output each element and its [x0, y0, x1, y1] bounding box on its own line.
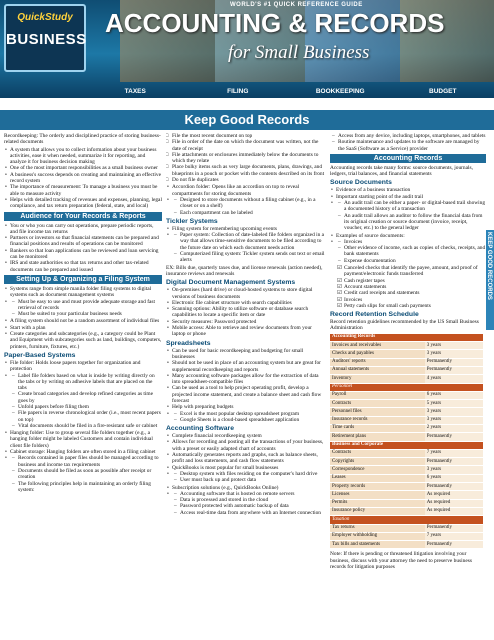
quickstudy-logo: QuickStudy BUSINESS [4, 4, 86, 72]
column-1 [4, 133, 162, 638]
table-row: Licenses As required [330, 491, 483, 499]
side-tab-label: KEEP GOOD RECORDS [486, 232, 492, 300]
main-title: ACCOUNTING & RECORDS [105, 8, 445, 38]
intro-list: • A system that allows you to collect information about your business activities, ease it when needed, summarize it for reporting, and analyze it for business decision making • One of the most important responsibilities as a small business owner • A business's success depends on creating and maintaining an effective record system • The importance of measurement: To manage a business you must be able to measure activity • Helps with detailed tracking of revenues and expenses, planning, legal compliance, and tax return preparation (federal, state, and local) [4, 147, 162, 210]
heading-source-documents: Source Documents [330, 179, 392, 187]
table-row: Personnel files 3 years [330, 408, 483, 416]
software-cont-list: – Access from any device, including laptops, smartphones, and tablets – Routine maintenance and updates to the software are managed by the SaaS (Software as a Service) provider [330, 133, 486, 152]
tab-bookkeeping: BOOKKEEPING [315, 88, 365, 95]
accounting-intro: Accounting records take many forms: source documents, journals, ledgers, trial balances, and financial statements [330, 164, 473, 178]
heading-accounting-records: Accounting Records [330, 154, 486, 163]
section-banner: Keep Good Records [0, 110, 494, 130]
table-row: Time cards 2 years [330, 424, 483, 432]
heading-retention: Record Retention Schedule [330, 311, 419, 319]
retention-intro: Record retention guidelines recommended by the US Small Business Administration [330, 319, 479, 332]
spreadsheet-list: • Can be used for basic recordkeeping and budgeting for small businesses • Should not be used in place of an accounting system but are great for supplemental recordkeeping and reports • Many accounting software packages allow for the extraction of data into spreadsheet-compatible files • Can be used as a tool to help project operating profit, develop a projected income statement, and create a balance sheet and cash flow forecast • Help with preparing budgets – • Excel is the most popular desktop spreadsheet program – Google Sheets is a cloud-based spreadsheet application [166, 348, 326, 424]
table-row: Insurance records 3 years [330, 416, 483, 424]
column-2 [166, 133, 326, 638]
table-row: Tax bills and statements Permanently [330, 541, 483, 549]
table-row: Inventory 4 years [330, 375, 483, 383]
table-row: Permits As required [330, 499, 483, 507]
heading-paper-systems: Paper-Based Systems [4, 351, 76, 359]
table-row: Copyrights Permanently [330, 458, 483, 466]
litigation-note: Note: If there is pending or threatened litigation involving your business, discuss with your attorney the need to preserve business records for litigation purposes [330, 551, 472, 571]
table-section-header: Accounting Records [330, 334, 483, 342]
filing-principles: □ File the most recent document on top □ File in order of the date on which the document was written, not the date of receipt □ File attachments or enclosures immediately below the documents to which they relate □ Place bulky items such as very large documents, plans, drawings, and blueprints in a pouch or pocket with the contents described on its front □ Do not file duplicates [166, 133, 326, 183]
heading-accounting-software: Accounting Software [166, 425, 234, 433]
table-section-header: Personnel [330, 383, 483, 391]
table-section-header: Business and Corporate [330, 441, 483, 449]
tab-budget: BUDGET [429, 88, 457, 95]
heading-filing-system: Setting Up & Organizing a Filing System [4, 275, 162, 284]
dms-list: • On-premises (hard drive) or cloud-hosted systems to store digital versions of business documents • Electronic file cabinet structure with search capabilities • Scanning options: Ability to utilize software or database search capabilities to locate a specific item or date • Security measures: Password protected • Mobile access: Able to retrieve and review documents from your laptop or phone [166, 287, 326, 337]
heading-dms: Digital Document Management Systems [166, 279, 296, 287]
topic-tabs [84, 86, 494, 98]
tickler-example: EX: Bills due, quarterly taxes due, and license renewals (action needed), insurance reviews and renewals [166, 264, 323, 277]
table-row: Retirement plans Permanently [330, 433, 483, 441]
heading-tickler: Tickler Systems [166, 217, 218, 225]
table-row: Leases 6 years [330, 474, 483, 482]
cover-banner [0, 0, 494, 98]
paper-list: • File folder: Holds loose papers together for organization and protection – • Label file folders based on what is inside by writing directly on the tabs or by writing on adhesive labels that are placed on the tabs – Create broad categories and develop refined categories as time goes by – Unfold papers before filing them – File papers in reverse chronological order (i.e., most recent papers on top) – Vital documents should be filed in a fire-resistant safe or cabinet • Hanging folder: Use to group several file folders together (e.g., a hanging folder might be labeled Customers and contain individual client file folders) • Cabinet storage: Hanging folders are often stored in a filing cabinet – • Records contained in paper files should be managed according to business and income tax requirements – Documents should be filed as soon as possible after receipt or creation – The following principles help in maintaining an orderly filing system: [4, 360, 162, 493]
table-row: Annual statements Permanently [330, 366, 483, 374]
tagline: WORLD'S #1 QUICK REFERENCE GUIDE [230, 2, 363, 8]
software-list: • Complete financial recordkeeping system • Allows for recording and posting all the transactions of your business, with a preset or easily adapted chart of accounts • Automatically generates reports and graphs, such as balance sheets, profit and loss statements, and cash flow statements • QuickBooks is most popular for small businesses – • Desktop system with files residing on the computer's hard drive – User must back up and protect data • Subscription solutions (e.g., QuickBooks Online) – • Accounting software that is hosted on remote servers – Data is processed and stored in the cloud – Password protected with automatic backup of data – Access real-time data from anywhere with an Internet connection [166, 433, 326, 516]
table-row: Employer withholding 7 years [330, 532, 483, 540]
source-list: • Evidence of a business transaction • Important starting point of the audit trail – • An audit trail can be either a paper- or digital-based trail showing a documented history of a transaction – An audit trail allows an auditor to follow the financial data from its original creation or source document (invoice, receipt, voucher, etc.) to the general ledger • Examples of source documents: – • Invoices – Other evidence of income, such as copies of checks, receipts, and bank statements – Expense documentation [330, 187, 486, 264]
table-row: Auditors' reports Permanently [330, 358, 483, 366]
tickler-list: • Filing system for remembering upcoming events – • Paper system: Collection of date-labeled file folders organized in a way that allows time-sensitive documents to be filed according to the future date on which each document needs action – Computerized filing system: Tickler system sends out text or email alerts [166, 226, 326, 264]
table-row: Invoices and receivables 3 years [330, 342, 483, 350]
accordion-list: • Accordion folder: Opens like an accordion on top to reveal compartments for storing documents – • Designed to store documents without a filing cabinet (e.g., in a closet or on a shelf) – Each compartment can be labeled [166, 184, 326, 215]
setup-list: • Systems range from simple manila folder filing systems to digital systems such as document management systems – • Must be easy to use and must provide adequate storage and fast retrieval of records – Must be suited to your particular business needs • A filing system should not be a random assortment of individual files • Start with a plan • Create categories and subcategories (e.g., a category could be Plant and Equipment with subcategories such as land, buildings, computers, printers, furniture, fixtures, etc.) [4, 286, 162, 350]
sub-title: for Small Business [228, 42, 370, 63]
heading-spreadsheets: Spreadsheets [166, 339, 211, 347]
tab-taxes: TAXES [124, 88, 146, 95]
audience-list: • You or who you can carry out operations, prepare periodic reports, and file income tax returns • Partners or investors so that financial statements can be prepared and financial positions and results of operations can be monitored • Bankers so that loan applications can be reviewed and loan servicing can be monitored • IRS and state authorities so that tax returns and other tax-related documents can be prepared and issued [4, 223, 162, 273]
table-row: Contracts 5 years [330, 400, 483, 408]
table-row: Property records Permanently [330, 483, 483, 491]
heading-audience: Audience for Your Records & Reports [4, 212, 162, 221]
table-row: Payroll 6 years [330, 391, 483, 399]
column-3 [330, 133, 486, 638]
table-section-header: Taxation [330, 516, 483, 524]
intro-text: Recordkeeping: The orderly and disciplined practice of storing business-related documents [4, 133, 161, 146]
retention-table [330, 334, 483, 550]
expense-checklist: ☑ Canceled checks that identify the payee, amount, and proof of payment/electronic funds transferred ☑ Cash register tapes ☑ Account statements ☑ Credit card receipts and statements ☑ Invoices ☑ Petty cash slips for small cash payments [330, 265, 486, 309]
table-row: Correspondence 3 years [330, 466, 483, 474]
table-row: Insurance policy As required [330, 507, 483, 515]
table-row: Tax returns Permanently [330, 524, 483, 532]
table-row: Checks and payables 3 years [330, 350, 483, 358]
tab-filing: FILING [227, 88, 249, 95]
table-row: Contracts 7 years [330, 449, 483, 457]
